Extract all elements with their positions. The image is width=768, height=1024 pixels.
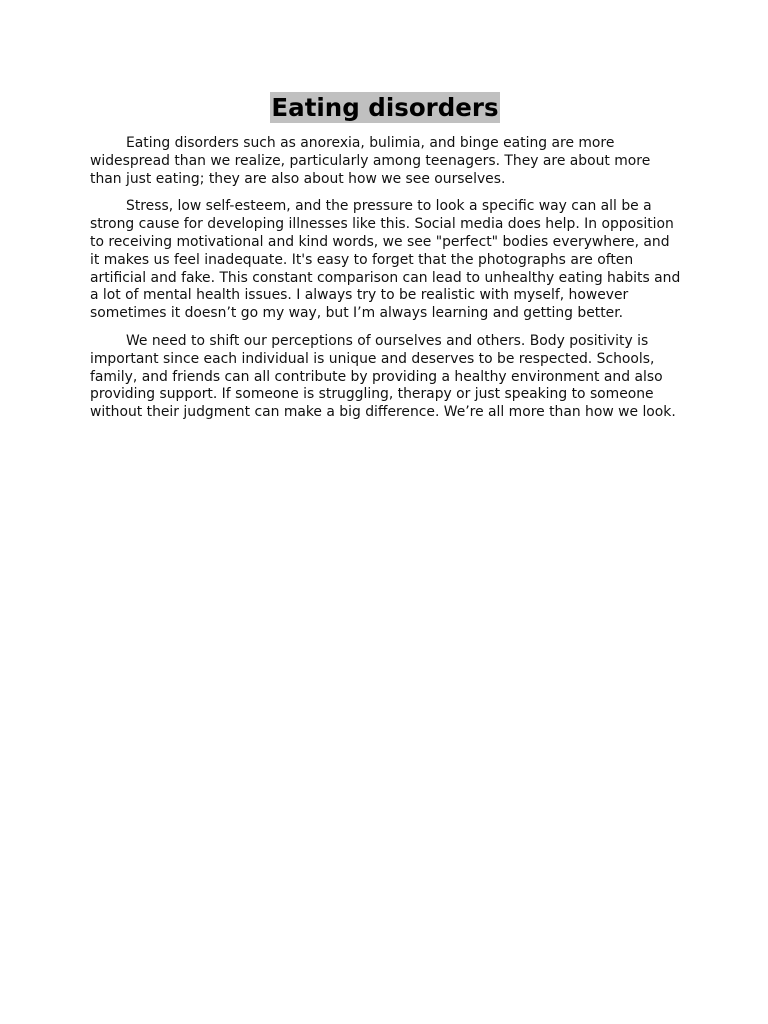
paragraph-line: artificial and fake. This constant comparison can lead to unhealthy eating habits and [90,269,681,286]
paragraph-line: providing support. If someone is struggling, therapy or just speaking to someone [90,386,654,403]
paragraph-3 [90,333,680,422]
title-container [90,92,680,123]
paragraph-line: strong cause for developing illnesses like this. Social media does help. In opposition [90,216,674,233]
paragraph-line: it makes us feel inadequate. It's easy to forget that the photographs are often [90,251,634,268]
paragraph-line: sometimes it doesn’t go my way, but I’m always learning and getting better. [90,305,624,322]
document-title: Eating disorders [271,93,499,122]
paragraph-line: to receiving motivational and kind words, we see "perfect" bodies everywhere, and [90,233,670,250]
document-page [90,92,680,432]
paragraph-line: a lot of mental health issues. I always try to be realistic with myself, however [90,287,629,304]
paragraph-line: widespread than we realize, particularly among teenagers. They are about more [90,152,651,169]
paragraph-line: without their judgment can make a big difference. We’re all more than how we look. [90,404,676,421]
paragraph-line: important since each individual is unique and deserves to be respected. Schools, [90,350,655,367]
paragraph-line: family, and friends can all contribute by providing a healthy environment and also [90,368,663,385]
paragraph-line: Stress, low self-esteem, and the pressure to look a specific way can all be a [126,198,652,215]
paragraph-line: We need to shift our perceptions of ourselves and others. Body positivity is [126,332,649,349]
paragraph-1 [90,135,680,188]
paragraph-line: than just eating; they are also about how we see ourselves. [90,170,506,187]
paragraph-2 [90,198,680,323]
paragraph-line: Eating disorders such as anorexia, bulimia, and binge eating are more [126,135,615,151]
